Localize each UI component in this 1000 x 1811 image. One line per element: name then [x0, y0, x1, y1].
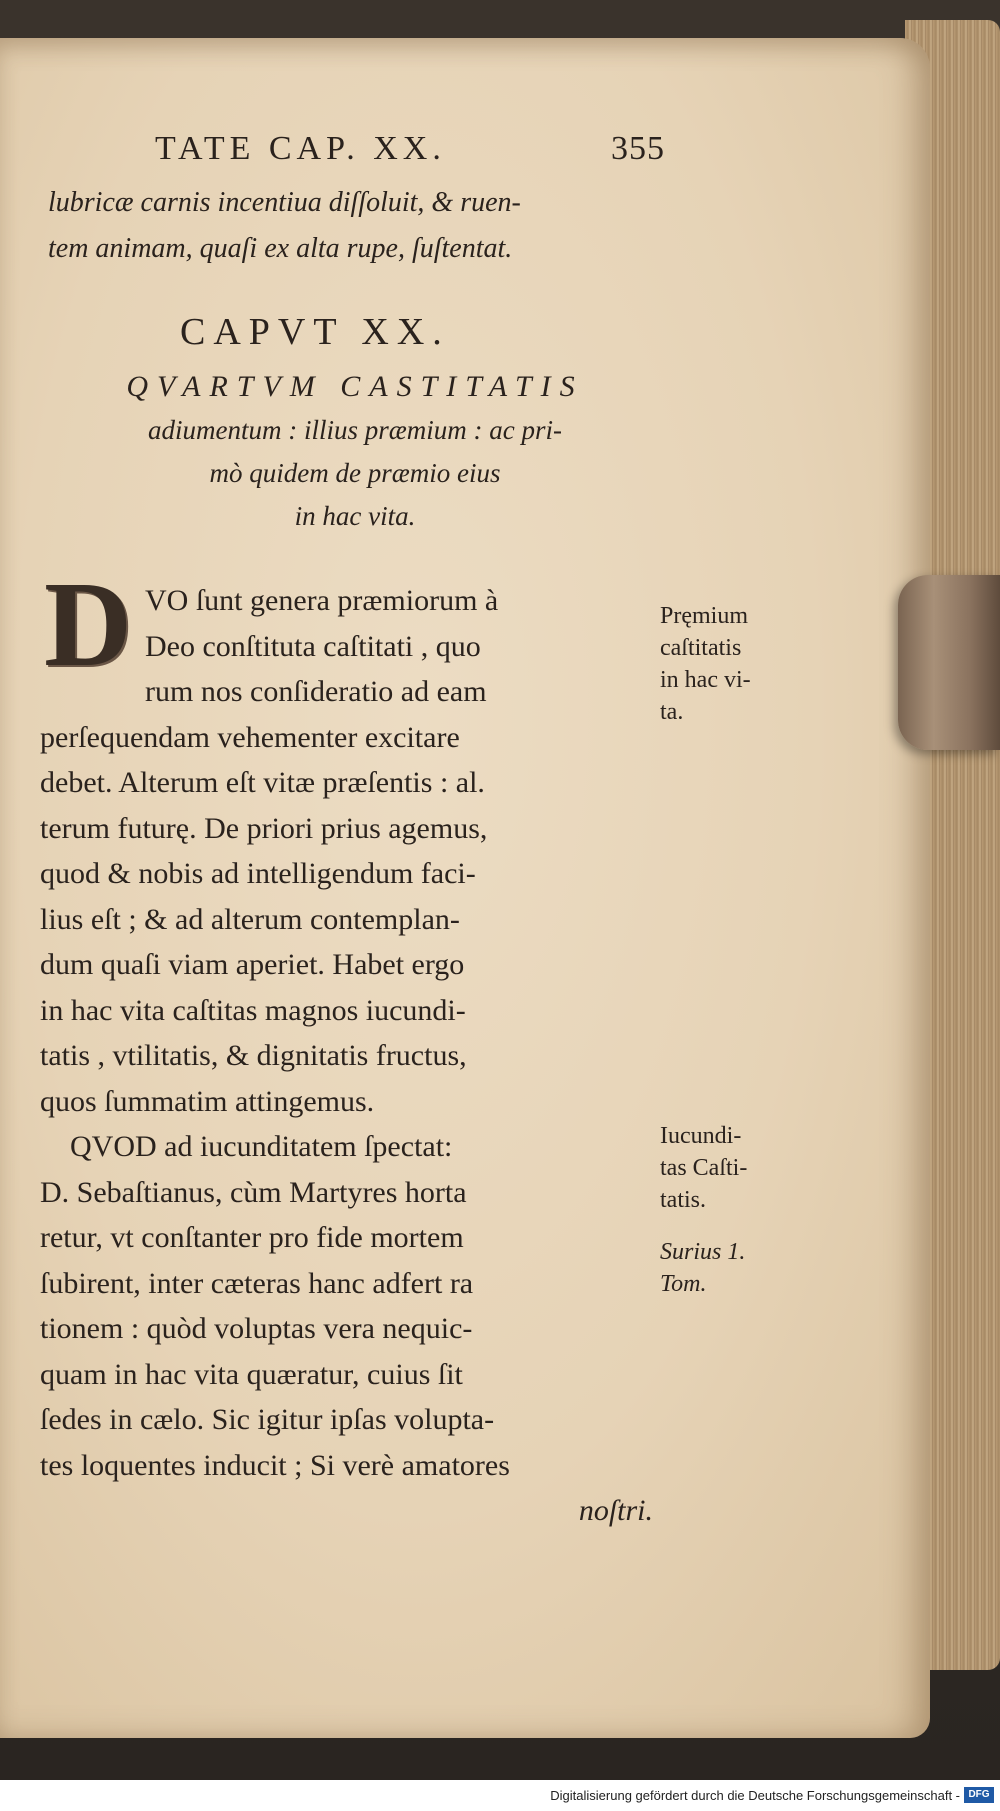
body-line: Deo conſtituta caſtitati , quo [145, 629, 481, 663]
dfg-logo: DFG [964, 1787, 994, 1803]
margin-note-iucunditas [660, 1120, 830, 1216]
body-line: tatis , vtilitatis, & dignitatis fructus, [40, 1039, 467, 1072]
subtitle-line: in hac vita. [294, 501, 416, 531]
body-line: perſequendam vehementer excitare [40, 720, 460, 754]
body-text [40, 578, 665, 1534]
margin-note-line: in hac vi- [660, 667, 751, 693]
body-line: quod & nobis ad intelligendum faci- [40, 857, 476, 890]
margin-note-surius [660, 1236, 830, 1300]
margin-note-line: Tom. [660, 1271, 707, 1297]
page-number: 355 [611, 130, 665, 167]
body-line: tes loquentes inducit ; Si verè amatores [40, 1448, 510, 1482]
subtitle-line: mò quidem de præmio eius [209, 458, 501, 488]
margin-note-line: caſtitatis [660, 635, 742, 661]
margin-note-line: tatis. [660, 1187, 706, 1213]
body-line: terum futurę. De priori prius agemus, [40, 811, 488, 845]
carryover-text [48, 180, 668, 272]
margin-note-line: Iucundi- [660, 1123, 742, 1149]
running-head-title: TATE CAP. XX. [155, 130, 446, 167]
body-line: dum quaſi viam aperiet. Habet ergo [40, 948, 465, 981]
chapter-heading: CAPVT XX. [180, 311, 450, 353]
margin-note-line: ta. [660, 699, 684, 725]
body-line: quam in hac vita quæratur, cuius ſit [40, 1357, 463, 1391]
body-line: rum nos conſideratio ad eam [145, 675, 487, 708]
body-line: ſedes in cælo. Sic igitur ipſas volupta- [40, 1403, 495, 1436]
margin-note-premium [660, 600, 830, 728]
carryover-line: tem animam, quaſi ex alta rupe, ſuſtentat. [48, 233, 513, 264]
body-line: lius eſt ; & ad alterum contemplan- [40, 902, 460, 936]
body-line: tionem : quòd voluptas vera nequic- [40, 1312, 473, 1345]
body-line: quos ſummatim attingemus. [40, 1084, 375, 1118]
chapter-subtitle [40, 365, 670, 538]
digitization-footer [0, 1780, 1000, 1811]
body-line: ſubirent, inter cæteras hanc adfert ra [40, 1266, 474, 1300]
drop-cap: D [44, 557, 133, 692]
body-line: QVOD ad iucunditatem ſpectat: [70, 1130, 453, 1163]
body-line: in hac vita caſtitas magnos iucundi- [40, 993, 466, 1027]
body-line: D. Sebaſtianus, cùm Martyres horta [40, 1175, 467, 1209]
catchword: noſtri. [578, 1494, 653, 1527]
subtitle-line: QVARTVM CASTITATIS [126, 370, 584, 403]
running-head [155, 130, 665, 168]
body-line: retur, vt conſtanter pro fide mortem [40, 1221, 464, 1254]
subtitle-line: adiumentum : illius præmium : ac pri- [148, 415, 562, 445]
footer-credit: Digitalisierung gefördert durch die Deutsche Forschungsgemeinschaft - [550, 1788, 960, 1803]
carryover-line: lubricæ carnis incentiua diſſoluit, & ruen- [48, 187, 521, 218]
margin-note-line: tas Caſti- [660, 1155, 748, 1181]
margin-note-line: Pręmium [660, 603, 748, 629]
body-line: VO ſunt genera præmiorum à [145, 584, 499, 617]
body-line: debet. Alterum eſt vitæ præſentis : al. [40, 766, 485, 799]
book-clasp [898, 575, 1000, 750]
margin-note-line: Surius 1. [660, 1239, 746, 1265]
